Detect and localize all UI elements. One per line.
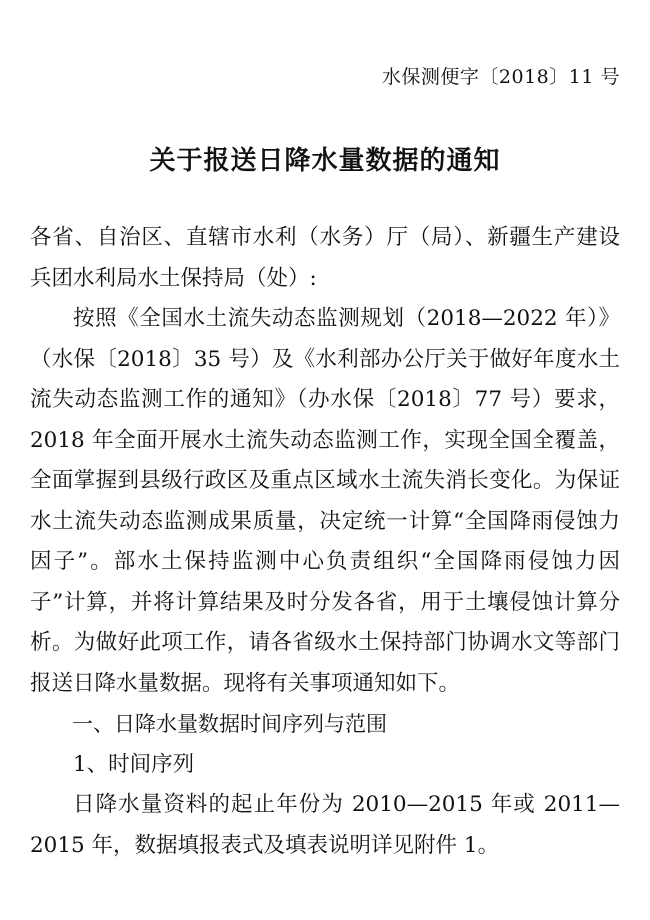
document-title: 关于报送日降水量数据的通知 <box>149 146 501 176</box>
paragraph-time-series: 日降水量资料的起止年份为 2010—2015 年或 2011—2015 年，数据填报表式及填表说明详见附件 1。 <box>30 792 620 858</box>
document-number: 水保测便字〔2018〕11 号 <box>381 66 620 88</box>
subsection-heading: 1、时间序列 <box>73 751 195 777</box>
document-body <box>30 218 620 866</box>
section-heading: 一、日降水量数据时间序列与范围 <box>72 712 387 736</box>
paragraph-intro: 按照《全国水土流失动态监测规划（2018—2022 年）》（水保〔2018〕35 号）及《水利部办公厅关于做好年度水土流失动态监测工作的通知》（办水保〔2018〕77 号）要求，2018 年全面开展水土流失动态监测工作，实现全国全覆盖，全面掌握到县级行政区及重点区域水土流失消长变化。为保证水土流失动态监测成果质量，决定统一计算“全国降雨侵蚀力因子”。部水土保持监测中心负责组织“全国降雨侵蚀力因子”计算，并将计算结果及时分发各省，用于土壤侵蚀计算分析。为做好此项工作，请各省级水土保持部门协调水文等部门报送日降水量数据。现将有关事项通知如下。 <box>30 306 620 696</box>
addressee: 各省、自治区、直辖市水利（水务）厅（局）、新疆生产建设兵团水利局水土保持局（处）: <box>30 225 620 291</box>
